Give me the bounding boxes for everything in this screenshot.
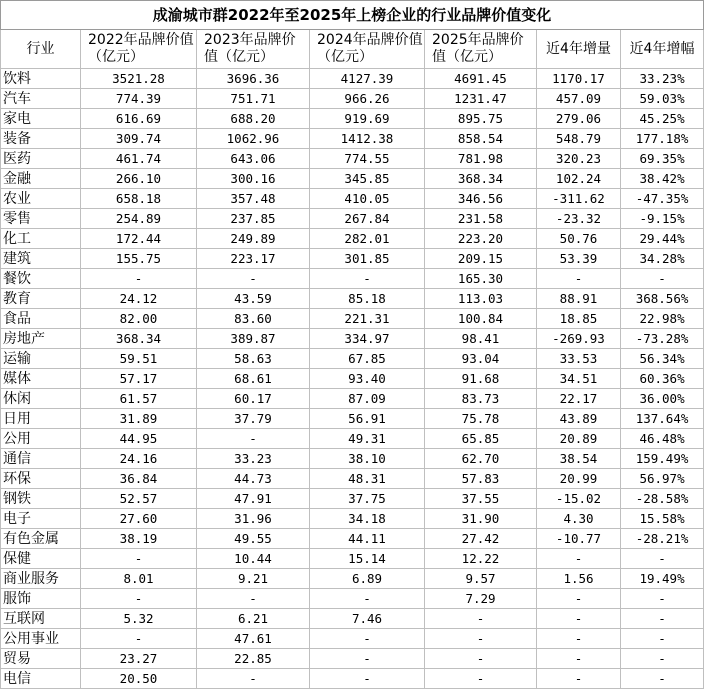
cell-increment: -15.02	[537, 489, 621, 509]
cell-value-2024: 56.91	[310, 409, 425, 429]
cell-value-2022: 27.60	[81, 509, 197, 529]
table-row	[1, 229, 704, 249]
cell-increment: -	[537, 589, 621, 609]
cell-industry: 餐饮	[1, 269, 81, 289]
cell-value-2025: 27.42	[425, 529, 537, 549]
cell-value-2025: 209.15	[425, 249, 537, 269]
table-row	[1, 389, 704, 409]
cell-growth: 69.35%	[621, 149, 704, 169]
cell-value-2024: 85.18	[310, 289, 425, 309]
cell-industry: 互联网	[1, 609, 81, 629]
cell-value-2022: 309.74	[81, 129, 197, 149]
cell-value-2025: 7.29	[425, 589, 537, 609]
cell-value-2024: 282.01	[310, 229, 425, 249]
cell-growth: 33.23%	[621, 69, 704, 89]
cell-increment: 548.79	[537, 129, 621, 149]
cell-value-2022: -	[81, 269, 197, 289]
cell-growth: 56.97%	[621, 469, 704, 489]
cell-industry: 零售	[1, 209, 81, 229]
cell-value-2023: -	[197, 269, 310, 289]
cell-industry: 服饰	[1, 589, 81, 609]
cell-increment: 320.23	[537, 149, 621, 169]
cell-value-2025: 31.90	[425, 509, 537, 529]
column-header-2022: 2022年品牌价值（亿元）	[81, 30, 197, 69]
cell-value-2022: 24.12	[81, 289, 197, 309]
cell-industry: 日用	[1, 409, 81, 429]
cell-industry: 装备	[1, 129, 81, 149]
table-row	[1, 629, 704, 649]
cell-value-2022: 616.69	[81, 109, 197, 129]
cell-value-2023: 47.91	[197, 489, 310, 509]
cell-value-2025: -	[425, 649, 537, 669]
cell-value-2023: -	[197, 429, 310, 449]
cell-value-2022: 658.18	[81, 189, 197, 209]
cell-value-2025: -	[425, 629, 537, 649]
cell-value-2023: 44.73	[197, 469, 310, 489]
cell-growth: -28.21%	[621, 529, 704, 549]
cell-industry: 食品	[1, 309, 81, 329]
cell-value-2024: 774.55	[310, 149, 425, 169]
cell-value-2025: 9.57	[425, 569, 537, 589]
table-row	[1, 209, 704, 229]
cell-growth: 45.25%	[621, 109, 704, 129]
cell-value-2025: 346.56	[425, 189, 537, 209]
cell-value-2025: 75.78	[425, 409, 537, 429]
table-row	[1, 329, 704, 349]
cell-value-2022: 61.57	[81, 389, 197, 409]
cell-value-2024: 1412.38	[310, 129, 425, 149]
cell-growth: 29.44%	[621, 229, 704, 249]
cell-industry: 金融	[1, 169, 81, 189]
cell-value-2022: 52.57	[81, 489, 197, 509]
cell-value-2022: 461.74	[81, 149, 197, 169]
table-row	[1, 609, 704, 629]
cell-value-2022: 23.27	[81, 649, 197, 669]
cell-value-2023: 22.85	[197, 649, 310, 669]
cell-value-2025: 62.70	[425, 449, 537, 469]
cell-value-2024: 919.69	[310, 109, 425, 129]
cell-industry: 保健	[1, 549, 81, 569]
table-row	[1, 69, 704, 89]
cell-value-2025: 83.73	[425, 389, 537, 409]
column-header-growth: 近4年增幅	[621, 30, 704, 69]
cell-value-2023: 31.96	[197, 509, 310, 529]
cell-industry: 饮料	[1, 69, 81, 89]
cell-value-2025: 231.58	[425, 209, 537, 229]
cell-increment: 1.56	[537, 569, 621, 589]
cell-value-2023: 43.59	[197, 289, 310, 309]
cell-value-2025: 12.22	[425, 549, 537, 569]
cell-value-2023: 68.61	[197, 369, 310, 389]
cell-growth: -	[621, 609, 704, 629]
cell-value-2024: 267.84	[310, 209, 425, 229]
cell-growth: -	[621, 269, 704, 289]
cell-increment: -	[537, 649, 621, 669]
cell-value-2023: 60.17	[197, 389, 310, 409]
cell-value-2025: 37.55	[425, 489, 537, 509]
cell-growth: -9.15%	[621, 209, 704, 229]
cell-value-2024: 7.46	[310, 609, 425, 629]
cell-increment: 20.99	[537, 469, 621, 489]
table-row	[1, 569, 704, 589]
cell-value-2022: 266.10	[81, 169, 197, 189]
cell-increment: -269.93	[537, 329, 621, 349]
cell-value-2023: 3696.36	[197, 69, 310, 89]
cell-value-2025: 91.68	[425, 369, 537, 389]
cell-growth: 19.49%	[621, 569, 704, 589]
cell-value-2025: 65.85	[425, 429, 537, 449]
cell-industry: 家电	[1, 109, 81, 129]
cell-value-2022: 254.89	[81, 209, 197, 229]
cell-value-2024: -	[310, 649, 425, 669]
cell-value-2023: 83.60	[197, 309, 310, 329]
cell-value-2023: 357.48	[197, 189, 310, 209]
cell-increment: -	[537, 629, 621, 649]
cell-value-2024: 38.10	[310, 449, 425, 469]
cell-value-2022: 774.39	[81, 89, 197, 109]
cell-value-2024: 966.26	[310, 89, 425, 109]
cell-industry: 汽车	[1, 89, 81, 109]
cell-value-2024: -	[310, 589, 425, 609]
cell-value-2022: 24.16	[81, 449, 197, 469]
table-row	[1, 269, 704, 289]
cell-value-2023: 49.55	[197, 529, 310, 549]
cell-growth: -	[621, 629, 704, 649]
column-header-2023: 2023年品牌价值（亿元）	[197, 30, 310, 69]
cell-growth: 56.34%	[621, 349, 704, 369]
table-row	[1, 189, 704, 209]
cell-value-2022: 20.50	[81, 669, 197, 689]
header-row	[1, 30, 704, 69]
table-row	[1, 449, 704, 469]
cell-value-2024: 6.89	[310, 569, 425, 589]
cell-value-2022: 36.84	[81, 469, 197, 489]
cell-increment: -311.62	[537, 189, 621, 209]
cell-increment: 457.09	[537, 89, 621, 109]
cell-increment: 88.91	[537, 289, 621, 309]
cell-increment: -	[537, 669, 621, 689]
table-title: 成渝城市群2022年至2025年上榜企业的行业品牌价值变化	[1, 1, 704, 30]
table-row	[1, 469, 704, 489]
cell-value-2023: 249.89	[197, 229, 310, 249]
table-row	[1, 669, 704, 689]
cell-value-2023: 1062.96	[197, 129, 310, 149]
cell-growth: -	[621, 669, 704, 689]
cell-value-2022: 3521.28	[81, 69, 197, 89]
table-row	[1, 489, 704, 509]
cell-value-2023: -	[197, 669, 310, 689]
cell-value-2025: 4691.45	[425, 69, 537, 89]
cell-growth: -	[621, 649, 704, 669]
cell-growth: 177.18%	[621, 129, 704, 149]
table-row	[1, 249, 704, 269]
cell-value-2024: 87.09	[310, 389, 425, 409]
cell-value-2022: 57.17	[81, 369, 197, 389]
cell-increment: 20.89	[537, 429, 621, 449]
cell-growth: -47.35%	[621, 189, 704, 209]
cell-value-2022: 59.51	[81, 349, 197, 369]
cell-growth: -	[621, 589, 704, 609]
cell-increment: 1170.17	[537, 69, 621, 89]
cell-industry: 电信	[1, 669, 81, 689]
cell-value-2022: -	[81, 629, 197, 649]
table-row	[1, 309, 704, 329]
cell-value-2023: 6.21	[197, 609, 310, 629]
column-header-2024: 2024年品牌价值（亿元）	[310, 30, 425, 69]
cell-value-2025: 98.41	[425, 329, 537, 349]
table-row	[1, 429, 704, 449]
cell-value-2025: 113.03	[425, 289, 537, 309]
table-row	[1, 89, 704, 109]
cell-value-2022: 38.19	[81, 529, 197, 549]
cell-value-2023: 33.23	[197, 449, 310, 469]
cell-value-2023: 37.79	[197, 409, 310, 429]
cell-value-2024: -	[310, 669, 425, 689]
cell-growth: 60.36%	[621, 369, 704, 389]
cell-value-2022: 172.44	[81, 229, 197, 249]
cell-value-2023: 10.44	[197, 549, 310, 569]
cell-value-2024: 4127.39	[310, 69, 425, 89]
cell-growth: 15.58%	[621, 509, 704, 529]
cell-increment: 38.54	[537, 449, 621, 469]
cell-growth: 36.00%	[621, 389, 704, 409]
table-row	[1, 589, 704, 609]
cell-value-2022: 31.89	[81, 409, 197, 429]
cell-industry: 医药	[1, 149, 81, 169]
cell-value-2024: -	[310, 629, 425, 649]
cell-growth: 59.03%	[621, 89, 704, 109]
cell-value-2022: 8.01	[81, 569, 197, 589]
table-row	[1, 409, 704, 429]
cell-value-2024: 93.40	[310, 369, 425, 389]
table-row	[1, 109, 704, 129]
table-row	[1, 169, 704, 189]
cell-increment: 22.17	[537, 389, 621, 409]
column-header-increment: 近4年增量	[537, 30, 621, 69]
cell-industry: 化工	[1, 229, 81, 249]
cell-value-2024: 410.05	[310, 189, 425, 209]
cell-value-2023: 58.63	[197, 349, 310, 369]
cell-industry: 运输	[1, 349, 81, 369]
cell-increment: 43.89	[537, 409, 621, 429]
cell-industry: 钢铁	[1, 489, 81, 509]
cell-increment: 102.24	[537, 169, 621, 189]
table-row	[1, 369, 704, 389]
cell-value-2025: 781.98	[425, 149, 537, 169]
cell-value-2024: 345.85	[310, 169, 425, 189]
table-row	[1, 549, 704, 569]
cell-value-2023: 9.21	[197, 569, 310, 589]
cell-growth: 38.42%	[621, 169, 704, 189]
cell-value-2022: -	[81, 549, 197, 569]
cell-value-2024: 34.18	[310, 509, 425, 529]
column-header-industry: 行业	[1, 30, 81, 69]
cell-value-2022: 155.75	[81, 249, 197, 269]
cell-value-2023: -	[197, 589, 310, 609]
cell-growth: 34.28%	[621, 249, 704, 269]
cell-value-2023: 237.85	[197, 209, 310, 229]
cell-value-2025: 165.30	[425, 269, 537, 289]
cell-industry: 电子	[1, 509, 81, 529]
cell-increment: 279.06	[537, 109, 621, 129]
cell-increment: -	[537, 269, 621, 289]
cell-industry: 贸易	[1, 649, 81, 669]
cell-value-2024: 67.85	[310, 349, 425, 369]
table-row	[1, 649, 704, 669]
cell-industry: 公用事业	[1, 629, 81, 649]
cell-value-2025: 93.04	[425, 349, 537, 369]
cell-value-2023: 643.06	[197, 149, 310, 169]
cell-value-2024: 15.14	[310, 549, 425, 569]
cell-value-2025: 223.20	[425, 229, 537, 249]
table-row	[1, 529, 704, 549]
cell-value-2022: 5.32	[81, 609, 197, 629]
cell-growth: 46.48%	[621, 429, 704, 449]
table-row	[1, 129, 704, 149]
cell-increment: -	[537, 549, 621, 569]
cell-value-2024: 37.75	[310, 489, 425, 509]
cell-increment: -23.32	[537, 209, 621, 229]
cell-value-2024: 44.11	[310, 529, 425, 549]
cell-value-2023: 223.17	[197, 249, 310, 269]
cell-increment: 4.30	[537, 509, 621, 529]
cell-growth: 137.64%	[621, 409, 704, 429]
cell-value-2025: 368.34	[425, 169, 537, 189]
cell-value-2025: 858.54	[425, 129, 537, 149]
cell-growth: -	[621, 549, 704, 569]
cell-value-2023: 389.87	[197, 329, 310, 349]
cell-growth: -28.58%	[621, 489, 704, 509]
cell-value-2025: 57.83	[425, 469, 537, 489]
cell-value-2023: 300.16	[197, 169, 310, 189]
cell-increment: 18.85	[537, 309, 621, 329]
cell-value-2023: 751.71	[197, 89, 310, 109]
cell-value-2025: -	[425, 609, 537, 629]
cell-value-2025: 1231.47	[425, 89, 537, 109]
cell-industry: 建筑	[1, 249, 81, 269]
cell-value-2024: -	[310, 269, 425, 289]
cell-industry: 通信	[1, 449, 81, 469]
cell-increment: 34.51	[537, 369, 621, 389]
table-row	[1, 349, 704, 369]
cell-increment: 50.76	[537, 229, 621, 249]
cell-value-2025: 100.84	[425, 309, 537, 329]
cell-value-2022: 44.95	[81, 429, 197, 449]
cell-value-2024: 221.31	[310, 309, 425, 329]
cell-value-2024: 49.31	[310, 429, 425, 449]
cell-value-2023: 688.20	[197, 109, 310, 129]
cell-industry: 教育	[1, 289, 81, 309]
cell-industry: 媒体	[1, 369, 81, 389]
table-row	[1, 289, 704, 309]
cell-increment: 53.39	[537, 249, 621, 269]
cell-industry: 休闲	[1, 389, 81, 409]
cell-industry: 环保	[1, 469, 81, 489]
cell-value-2024: 301.85	[310, 249, 425, 269]
cell-industry: 公用	[1, 429, 81, 449]
cell-increment: -	[537, 609, 621, 629]
cell-value-2025: 895.75	[425, 109, 537, 129]
cell-industry: 商业服务	[1, 569, 81, 589]
cell-value-2024: 48.31	[310, 469, 425, 489]
cell-value-2022: 368.34	[81, 329, 197, 349]
cell-increment: -10.77	[537, 529, 621, 549]
cell-growth: -73.28%	[621, 329, 704, 349]
cell-increment: 33.53	[537, 349, 621, 369]
cell-value-2022: 82.00	[81, 309, 197, 329]
cell-growth: 368.56%	[621, 289, 704, 309]
cell-industry: 房地产	[1, 329, 81, 349]
cell-value-2024: 334.97	[310, 329, 425, 349]
cell-growth: 22.98%	[621, 309, 704, 329]
cell-industry: 农业	[1, 189, 81, 209]
cell-growth: 159.49%	[621, 449, 704, 469]
cell-value-2025: -	[425, 669, 537, 689]
cell-value-2022: -	[81, 589, 197, 609]
cell-industry: 有色金属	[1, 529, 81, 549]
column-header-2025: 2025年品牌价值（亿元）	[425, 30, 537, 69]
cell-value-2023: 47.61	[197, 629, 310, 649]
table-row	[1, 149, 704, 169]
table-row	[1, 509, 704, 529]
